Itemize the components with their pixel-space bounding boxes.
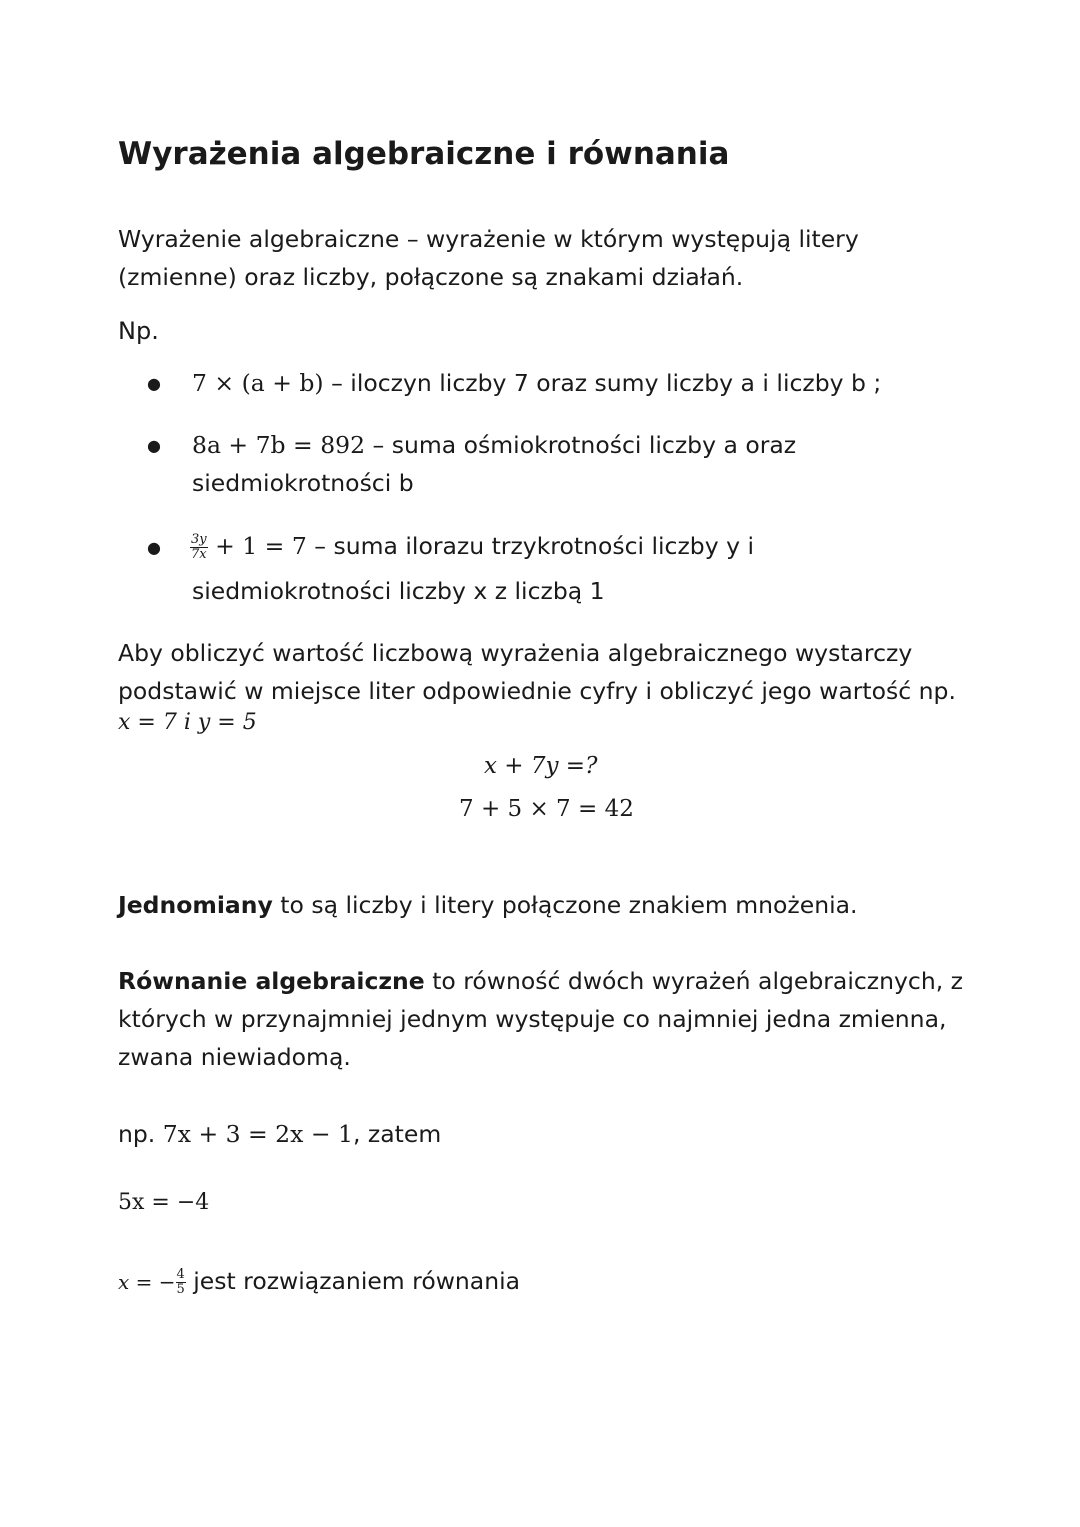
evaluation-result: 7 + 5 × 7 = 42 (459, 796, 634, 822)
example-item (190, 527, 754, 565)
example-2-math: 8a + 7b = 892 (192, 431, 366, 459)
example-3-fraction (190, 533, 208, 562)
evaluation (118, 634, 956, 710)
evaluation-values: x = 7 i y = 5 (118, 710, 257, 735)
example-item (192, 364, 881, 402)
equation-line-3: zwana niewiadomą. (118, 1043, 351, 1071)
equation-step: 5x = −4 (118, 1190, 210, 1215)
example-1-text: – iloczyn liczby 7 oraz sumy liczby a i liczby b ; (323, 369, 882, 397)
definition-line-2: (zmienne) oraz liczby, połączone są znakami działań. (118, 263, 744, 291)
example-1-math: 7 × (a + b) (192, 369, 324, 397)
bullet-icon: ● (147, 538, 161, 557)
evaluation-line-1: Aby obliczyć wartość liczbową wyrażenia algebraicznego wystarczy (118, 639, 913, 667)
example-item (192, 426, 796, 502)
equation-definition (118, 962, 963, 1076)
example-2-text-line-2: siedmiokrotności b (192, 469, 414, 497)
fraction-numerator: 3y (191, 532, 207, 547)
example-equation-suffix: , zatem (352, 1120, 442, 1148)
solution-numerator: 4 (176, 1267, 185, 1282)
monomials-text: to są liczby i litery połączone znakiem mnożenia. (272, 891, 858, 919)
monomials-definition (118, 886, 858, 924)
evaluation-line-2: podstawić w miejsce liter odpowiednie cyfry i obliczyć jego wartość np. (118, 677, 956, 705)
example-3-text-line-2: siedmiokrotności liczby x z liczbą 1 (192, 577, 605, 605)
monomials-term: Jednomiany (118, 891, 273, 919)
bullet-icon: ● (147, 436, 161, 455)
examples-label: Np. (118, 317, 159, 345)
evaluation-expression: x + 7y =? (484, 753, 598, 779)
fraction-denominator: 7x (191, 547, 207, 562)
equation-solution (118, 1262, 520, 1301)
solution-fraction (176, 1268, 186, 1297)
equation-term: Równanie algebraiczne (118, 967, 425, 995)
solution-denominator: 5 (176, 1282, 185, 1297)
page-title: Wyrażenia algebraiczne i równania (118, 136, 730, 172)
equation-line-2: których w przynajmniej jednym występuje co najmniej jedna zmienna, (118, 1005, 947, 1033)
solution-text: jest rozwiązaniem równania (185, 1267, 521, 1295)
definition (118, 220, 859, 296)
example-3-math: + 1 = 7 (207, 532, 307, 560)
example-equation-prefix: np. (118, 1120, 163, 1148)
equation-line-1: to równość dwóch wyrażeń algebraicznych, z (424, 967, 964, 995)
example-equation-math: 7x + 3 = 2x − 1 (162, 1120, 353, 1148)
example-2-text-line-1: – suma ośmiokrotności liczby a oraz (365, 431, 797, 459)
example-equation (118, 1115, 441, 1153)
definition-line-1: Wyrażenie algebraiczne – wyrażenie w którym występują litery (118, 225, 859, 253)
example-3-text-line-1: – suma ilorazu trzykrotności liczby y i (306, 532, 754, 560)
solution-lhs: x = − (118, 1270, 176, 1294)
bullet-icon: ● (147, 374, 161, 393)
